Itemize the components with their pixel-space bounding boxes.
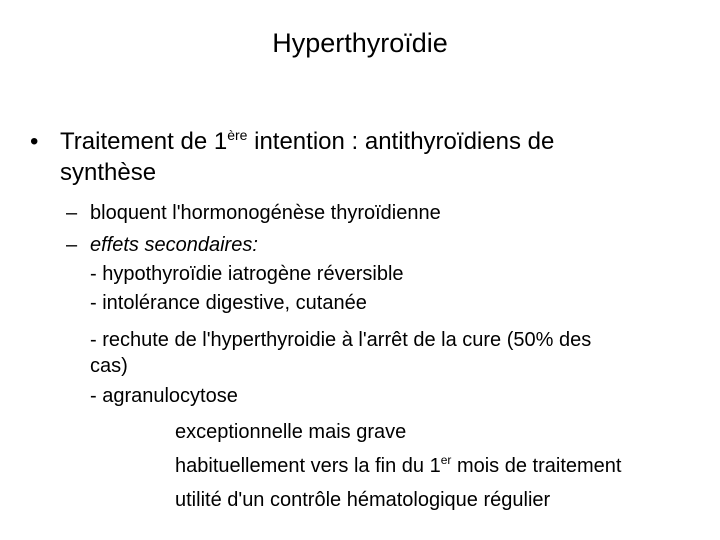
main-bullet-text — [60, 126, 680, 188]
sub-bullet-marker-1: – — [66, 202, 78, 224]
effect-line-4: cas) — [90, 355, 128, 377]
sub-bullet-marker-2: – — [66, 234, 78, 256]
detail-2-superscript: er — [440, 453, 452, 467]
main-bullet-superscript: ère — [227, 127, 248, 143]
effect-line-3: - rechute de l'hyperthyroidie à l'arrêt de la cure (50% des — [90, 329, 592, 351]
effect-line-2: - intolérance digestive, cutanée — [90, 292, 367, 314]
bullet-marker: • — [30, 128, 39, 155]
agranulocytose-detail-1: exceptionnelle mais grave — [175, 421, 407, 443]
sub-bullet-2: effets secondaires: — [90, 234, 258, 256]
main-bullet-text-after: intention : antithyroïdiens de — [247, 128, 555, 155]
agranulocytose-detail-2 — [175, 453, 621, 479]
detail-2-before: habituellement vers la fin du 1 — [175, 455, 441, 477]
detail-2-after: mois de traitement — [451, 455, 622, 477]
main-bullet-text-line2: synthèse — [60, 159, 157, 186]
effect-line-5: - agranulocytose — [90, 385, 238, 407]
sub-bullet-1: bloquent l'hormonogénèse thyroïdienne — [90, 202, 441, 224]
agranulocytose-detail-3: utilité d'un contrôle hématologique régulier — [175, 489, 551, 511]
main-bullet-text-before: Traitement de 1 — [60, 128, 228, 155]
slide-title: Hyperthyroïdie — [272, 28, 448, 58]
effect-line-1: - hypothyroïdie iatrogène réversible — [90, 263, 404, 285]
